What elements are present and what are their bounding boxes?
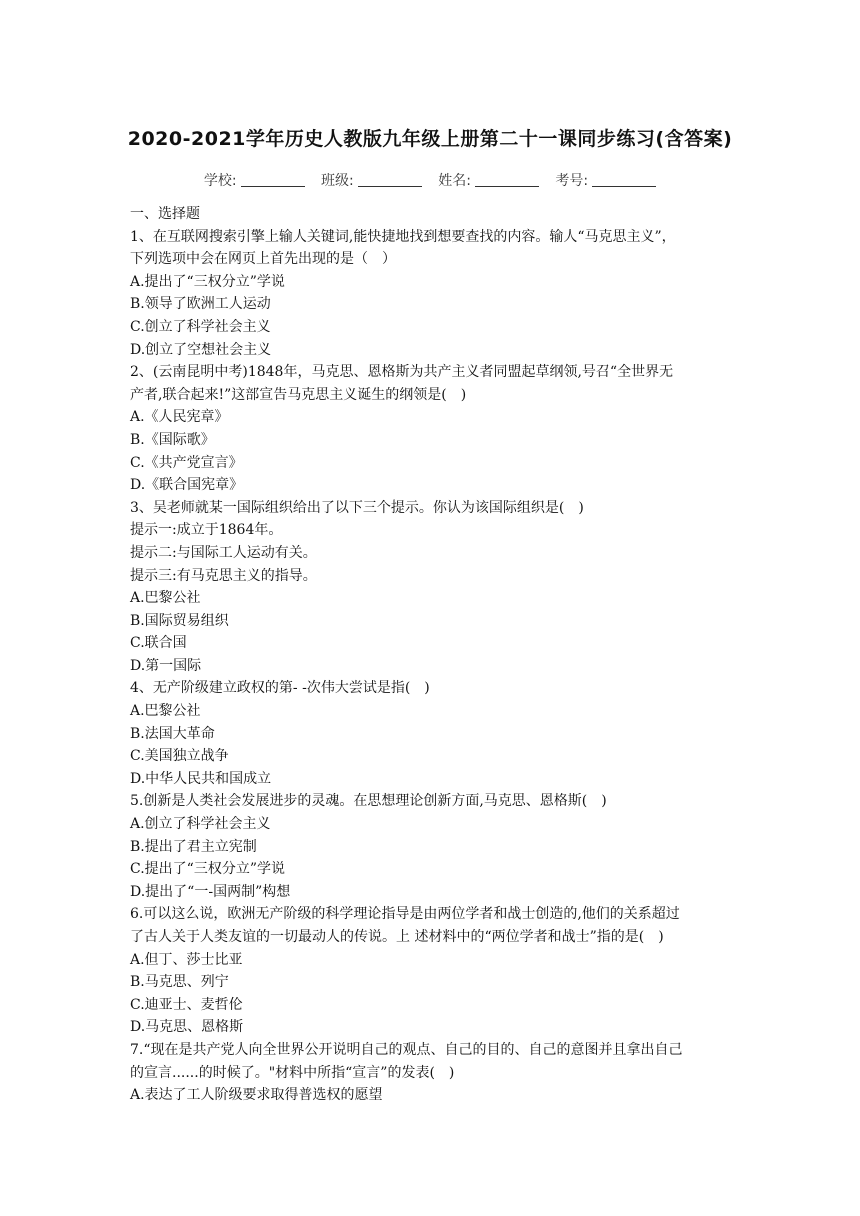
option-line: D.马克思、恩格斯 [130, 1019, 244, 1036]
option-line: A.《人民宪章》 [130, 409, 229, 426]
option-line: C.创立了科学社会主义 [130, 318, 271, 335]
option-line: A.巴黎公社 [130, 703, 201, 720]
hint-line: 提示一:成立于1864年。 [130, 522, 283, 539]
option-line: D.创立了空想社会主义 [130, 341, 272, 358]
option-line: B.领导了欧洲工人运动 [130, 296, 271, 313]
hint-line: 提示二:与国际工人运动有关。 [130, 544, 317, 561]
name-blank[interactable] [475, 172, 539, 187]
name-label: 姓名: [438, 173, 471, 189]
class-blank[interactable] [358, 172, 422, 187]
option-line: B.《国际歌》 [130, 431, 215, 448]
text-line: 4、无产阶级建立政权的第- -次伟大尝试是指( ) [130, 680, 430, 697]
text-line: 2、(云南昆明中考)1848年，马克思、恩格斯为共产主义者同盟起草纲领,号召“全世界无 [130, 364, 674, 381]
hint-line: 提示三:有马克思主义的指导。 [130, 567, 317, 584]
option-line: B.法国大革命 [130, 725, 215, 742]
option-line: C.迪亚士、麦哲伦 [130, 996, 243, 1013]
option-line: B.提出了君主立宪制 [130, 838, 257, 855]
option-line: D.中华人民共和国成立 [130, 770, 272, 787]
option-line: D.第一国际 [130, 657, 202, 674]
option-line: C.提出了“三权分立”学说 [130, 861, 285, 878]
exam-number-label: 考号: [555, 173, 589, 189]
student-info-row [0, 170, 860, 190]
section-heading: 一、选择题 [130, 206, 200, 222]
school-label: 学校: [203, 173, 237, 189]
option-line: A.巴黎公社 [130, 590, 201, 607]
exam-number-field[interactable] [555, 170, 656, 190]
class-field[interactable] [321, 170, 422, 190]
school-field[interactable] [204, 170, 305, 190]
text-line: 5.创新是人类社会发展进步的灵魂。在思想理论创新方面,马克思、恩格斯( ) [130, 793, 607, 810]
option-line: C.美国独立战争 [130, 748, 229, 765]
school-blank[interactable] [241, 172, 305, 187]
document-title: 2020-2021学年历史人教版九年级上册第二十一课同步练习(含答案) [127, 128, 733, 150]
option-line: A.提出了“三权分立”学说 [130, 273, 285, 290]
name-field[interactable] [438, 170, 539, 190]
text-line: 产者,联合起来!”这部宣告马克思主义诞生的纲领是( ) [130, 386, 467, 403]
option-line: B.马克思、列宁 [130, 974, 229, 991]
option-line: A.表达了工人阶级要求取得普选权的愿望 [130, 1087, 383, 1104]
exam-number-blank[interactable] [592, 172, 656, 187]
text-line: 的宣言......的时候了。"材料中所指“宣言”的发表( ) [130, 1064, 455, 1081]
text-line: 了古人关于人类友谊的一切最动人的传说。上 述材料中的“两位学者和战士”指的是( ) [130, 929, 664, 945]
text-line: 6.可以这么说，欧洲无产阶级的科学理论指导是由两位学者和战士创造的,他们的关系超过 [130, 906, 680, 923]
option-line: A.创立了科学社会主义 [130, 816, 271, 833]
option-line: C.联合国 [130, 635, 187, 652]
text-line: 7.“现在是共产党人向全世界公开说明自己的观点、自己的目的、自己的意图并且拿出自己 [130, 1041, 683, 1058]
option-line: C.《共产党宣言》 [130, 454, 243, 471]
text-line: 1、在互联网搜索引擎上输人关键词,能快捷地找到想要查找的内容。输人“马克思主义”， [130, 228, 676, 245]
option-line: B.国际贸易组织 [130, 612, 229, 629]
question-content [130, 203, 742, 1107]
text-line: 3、吴老师就某一国际组织给出了以下三个提示。你认为该国际组织是( ) [130, 499, 584, 516]
option-line: D.提出了“一-国两制”构想 [130, 883, 291, 900]
option-line: D.《联合国宪章》 [130, 477, 244, 494]
class-label: 班级: [321, 173, 354, 189]
option-line: A.但丁、莎士比亚 [130, 951, 243, 968]
text-line: 下列选项中会在网页上首先出现的是（ ） [130, 251, 396, 268]
